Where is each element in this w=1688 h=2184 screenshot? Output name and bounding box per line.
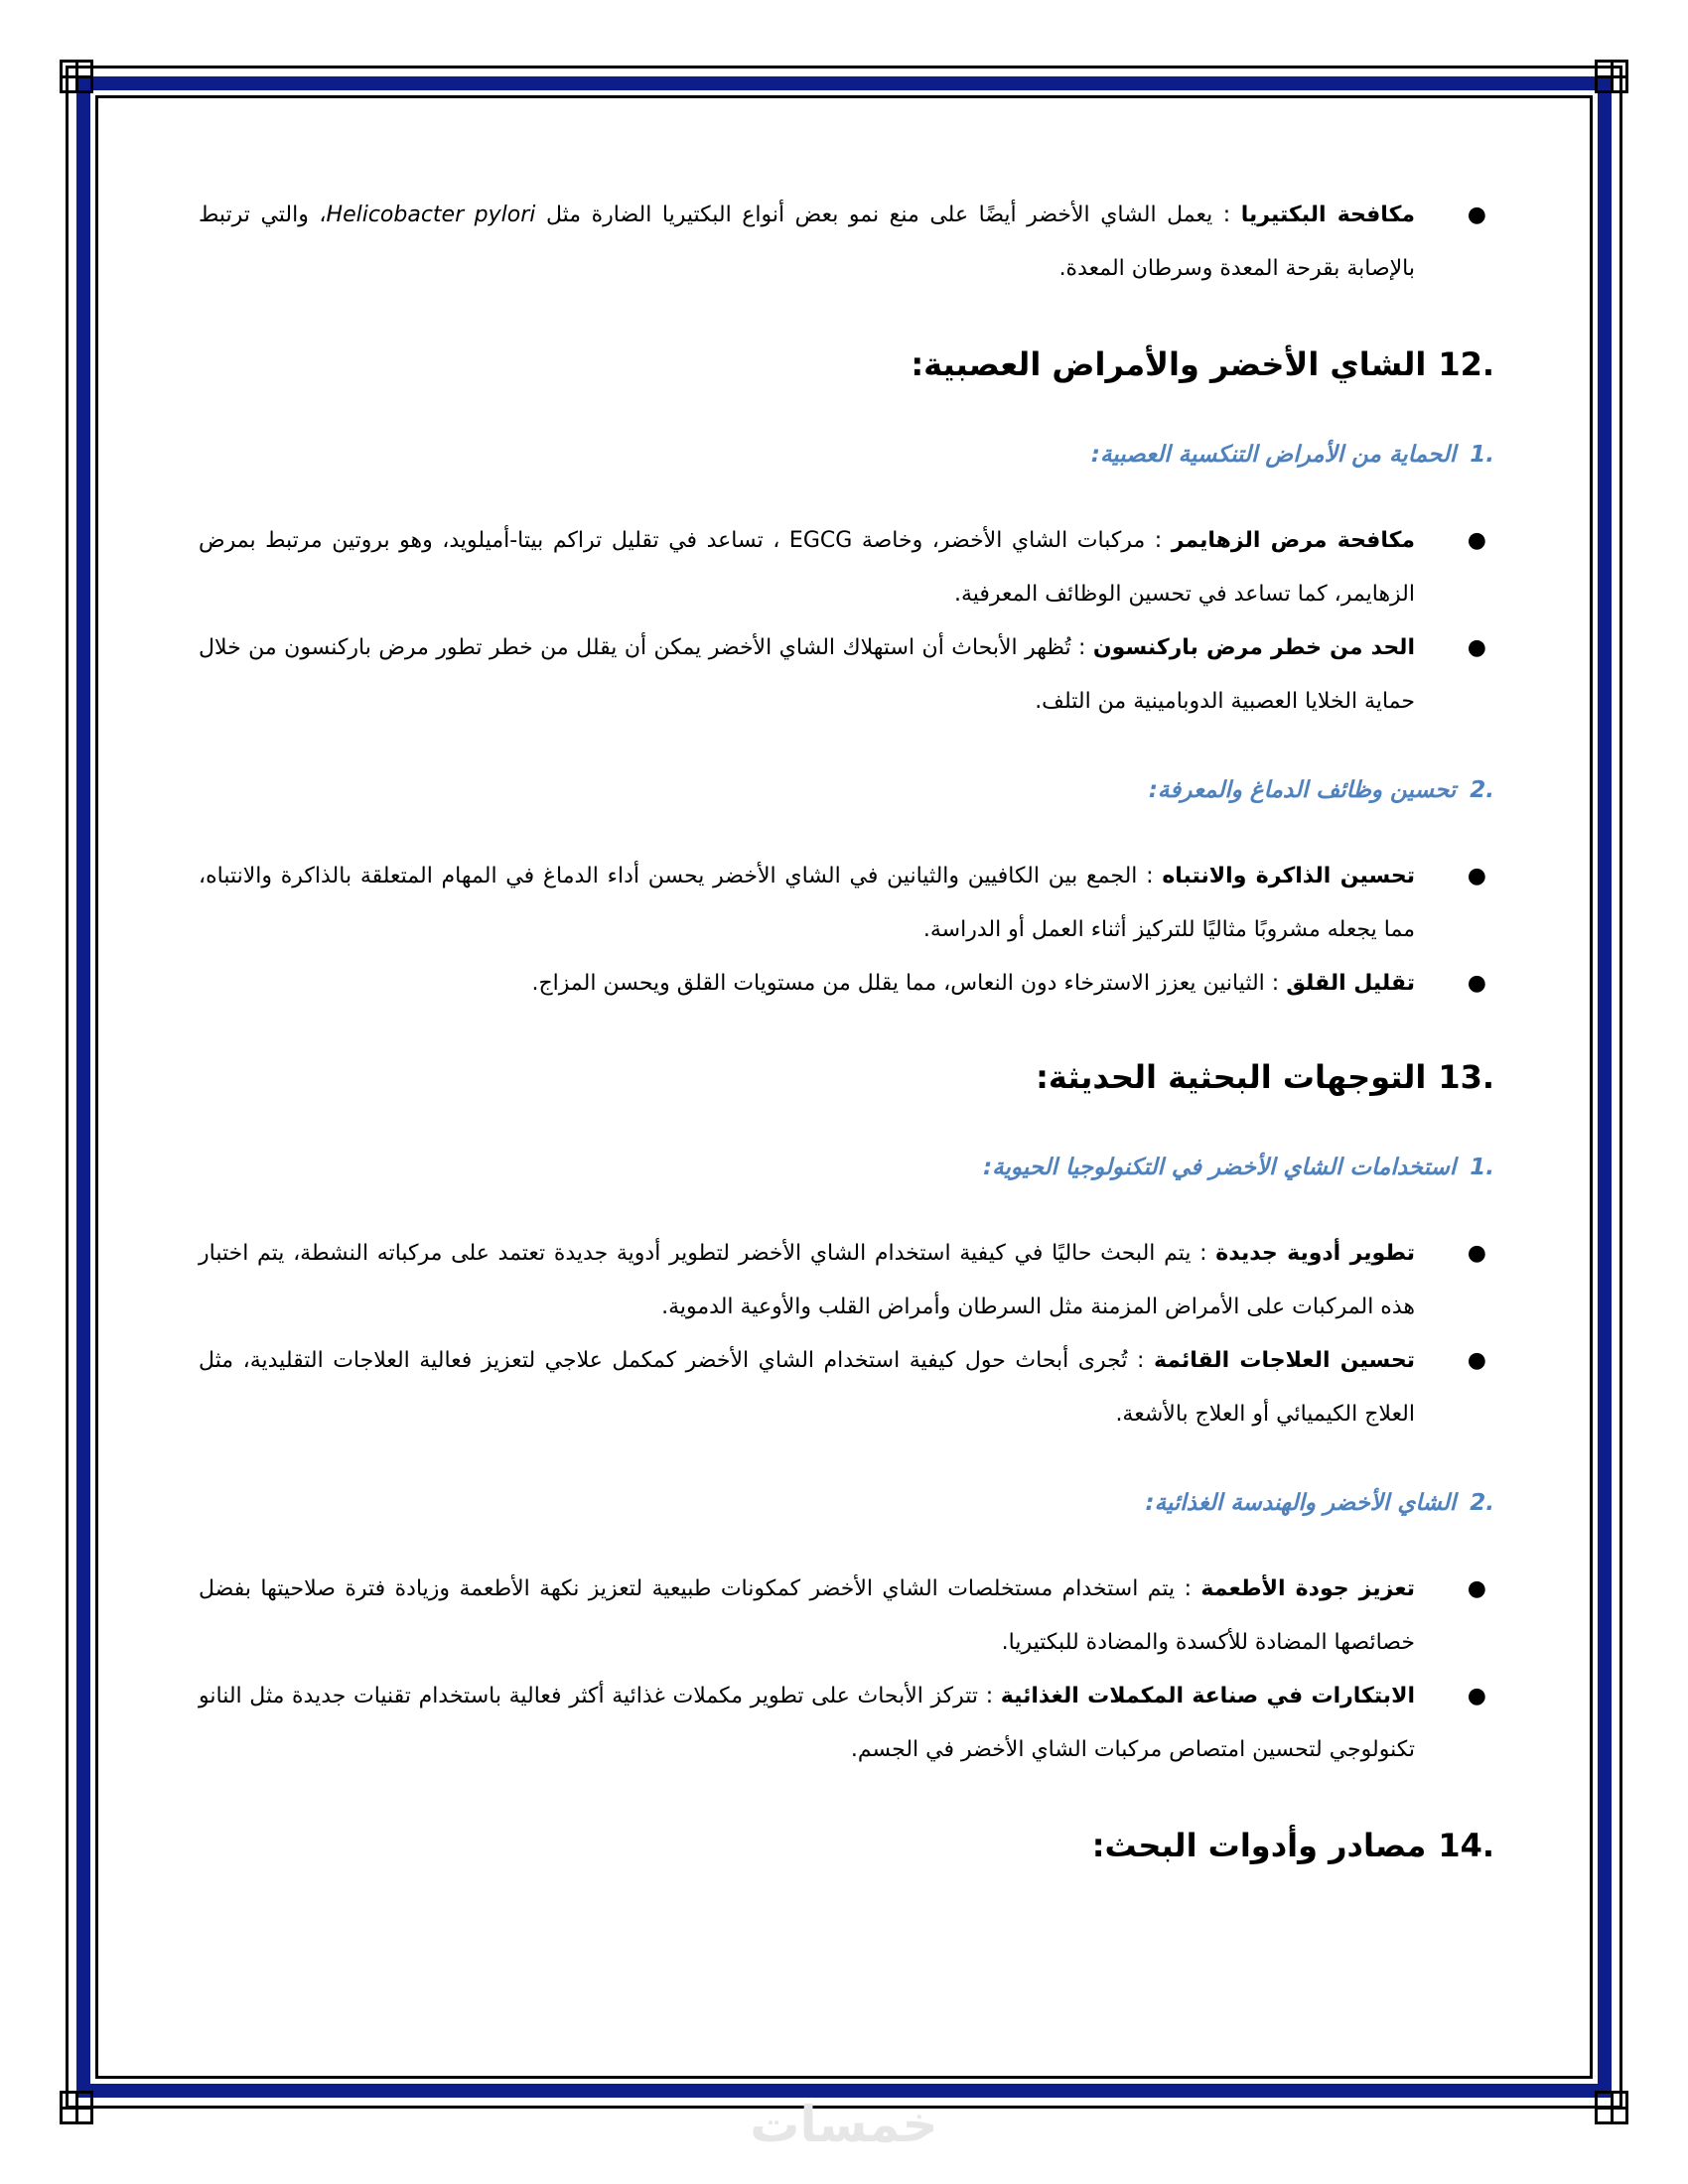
bullet-text: : الجمع بين الكافيين والثيانين في الشاي الأخضر يحسن أداء الدماغ في المهام المتعلقة بالذاكرة والانتباه، مما يجعله مشروبًا مثاليًا للتركيز أثناء العمل أو الدراسة. bbox=[199, 864, 1415, 942]
subsection-title: تحسين وظائف الدماغ والمعرفة: bbox=[1148, 777, 1457, 803]
list-item bbox=[199, 1334, 1494, 1441]
bullet-text: : يعمل الشاي الأخضر أيضًا على منع نمو بعض أنواع البكتيريا الضارة مثل bbox=[535, 203, 1241, 227]
bullet-icon: ● bbox=[1467, 635, 1486, 660]
bullet-text: : تتركز الأبحاث على تطوير مكملات غذائية أكثر فعالية باستخدام تقنيات جديدة مثل النانو تكنولوجي لتحسين امتصاص مركبات الشاي الأخضر في الجسم. bbox=[199, 1684, 1415, 1762]
bullet-title: تعزيز جودة الأطعمة bbox=[1200, 1576, 1415, 1601]
list-item bbox=[199, 1227, 1494, 1334]
section-title: الشاي الأخضر والأمراض العصبية: bbox=[911, 345, 1427, 383]
bullet-text: : الثيانين يعزز الاسترخاء دون النعاس، مما يقلل من مستويات القلق ويحسن المزاج. bbox=[531, 971, 1287, 996]
bullet-title: تقليل القلق bbox=[1286, 971, 1415, 996]
bullet-icon: ● bbox=[1467, 971, 1486, 996]
bullet-text: : تُجرى أبحاث حول كيفية استخدام الشاي الأخضر كمكمل علاجي لتعزيز فعالية العلاجات التقليدية، مثل العلاج الكيميائي أو العلاج بالأشعة. bbox=[199, 1348, 1415, 1427]
list-item bbox=[199, 621, 1494, 729]
subsection-title: الشاي الأخضر والهندسة الغذائية: bbox=[1145, 1490, 1457, 1516]
bullet-title: تحسين الذاكرة والانتباه bbox=[1162, 864, 1415, 888]
bullet-text: : يتم البحث حاليًا في كيفية استخدام الشاي الأخضر لتطوير أدوية جديدة تعتمد على مركباته النشطة، يتم اختبار هذه المركبات على الأمراض المزمنة مثل السرطان وأمراض القلب والأوعية الدموية. bbox=[199, 1241, 1415, 1319]
section-number: 13. bbox=[1438, 1058, 1494, 1096]
subsection-number: 1. bbox=[1470, 442, 1494, 468]
bullet-title: تحسين العلاجات القائمة bbox=[1153, 1348, 1415, 1373]
bullet-list bbox=[199, 514, 1494, 729]
list-item bbox=[199, 1670, 1494, 1777]
section-heading bbox=[199, 1052, 1494, 1102]
section-heading bbox=[199, 340, 1494, 389]
section-number: 14. bbox=[1438, 1827, 1494, 1864]
subsection-heading bbox=[199, 1148, 1494, 1187]
bullet-list bbox=[199, 850, 1494, 1011]
subsection-number: 2. bbox=[1470, 1490, 1494, 1516]
list-item bbox=[199, 189, 1494, 296]
bullet-icon: ● bbox=[1467, 1576, 1486, 1601]
subsection-number: 2. bbox=[1470, 777, 1494, 803]
subsection-heading bbox=[199, 1483, 1494, 1523]
bullet-icon: ● bbox=[1467, 864, 1486, 888]
bullet-title: الابتكارات في صناعة المكملات الغذائية bbox=[1000, 1684, 1415, 1708]
bullet-icon: ● bbox=[1467, 203, 1486, 227]
corner-ornament bbox=[60, 2091, 93, 2124]
subsection-title: الحماية من الأمراض التنكسية العصبية: bbox=[1090, 442, 1457, 468]
list-item bbox=[199, 957, 1494, 1011]
list-item bbox=[199, 1563, 1494, 1670]
bullet-text: ، والتي ترتبط بالإصابة بقرحة المعدة وسرطان المعدة. bbox=[199, 203, 1415, 281]
bullet-list bbox=[199, 1563, 1494, 1777]
bullet-text: : يتم استخدام مستخلصات الشاي الأخضر كمكونات طبيعية لتعزيز نكهة الأطعمة وزيادة فترة صلاحيتها بفضل خصائصها المضادة للأكسدة والمضادة للبكتيريا. bbox=[199, 1576, 1415, 1655]
bullet-list bbox=[199, 1227, 1494, 1441]
bullet-icon: ● bbox=[1467, 1348, 1486, 1373]
list-item bbox=[199, 514, 1494, 621]
subsection-title: استخدامات الشاي الأخضر في التكنولوجيا الحيوية: bbox=[982, 1155, 1457, 1180]
section-title: مصادر وأدوات البحث: bbox=[1091, 1827, 1427, 1864]
watermark-logo: خمسات bbox=[750, 2096, 938, 2153]
corner-ornament bbox=[1595, 60, 1628, 93]
bullet-icon: ● bbox=[1467, 1241, 1486, 1266]
subsection-number: 1. bbox=[1470, 1155, 1494, 1180]
latin-term: Helicobacter pylori bbox=[326, 203, 536, 227]
bullet-title: مكافحة مرض الزهايمر bbox=[1171, 528, 1416, 553]
bullet-text: : مركبات الشاي الأخضر، وخاصة EGCG ، تساعد في تقليل تراكم بيتا-أميلويد، وهو بروتين مرتبط بمرض الزهايمر، كما تساعد في تحسين الوظائف المعرفية. bbox=[199, 528, 1415, 607]
bullet-title: مكافحة البكتيريا bbox=[1240, 203, 1415, 227]
bullet-text: : تُظهر الأبحاث أن استهلاك الشاي الأخضر يمكن أن يقلل من خطر تطور مرض باركنسون من خلال حماية الخلايا العصبية الدوبامينية من التلف. bbox=[199, 635, 1415, 714]
section-number: 12. bbox=[1438, 345, 1494, 383]
bullet-title: تطوير أدوية جديدة bbox=[1215, 1241, 1415, 1266]
bullet-list bbox=[199, 189, 1494, 296]
subsection-heading bbox=[199, 435, 1494, 475]
bullet-icon: ● bbox=[1467, 528, 1486, 553]
corner-ornament bbox=[60, 60, 93, 93]
section-title: التوجهات البحثية الحديثة: bbox=[1036, 1058, 1427, 1096]
bullet-icon: ● bbox=[1467, 1684, 1486, 1708]
corner-ornament bbox=[1595, 2091, 1628, 2124]
subsection-heading bbox=[199, 770, 1494, 810]
document-body bbox=[199, 189, 1494, 1870]
section-heading bbox=[199, 1821, 1494, 1870]
list-item bbox=[199, 850, 1494, 957]
bullet-title: الحد من خطر مرض باركنسون bbox=[1092, 635, 1415, 660]
